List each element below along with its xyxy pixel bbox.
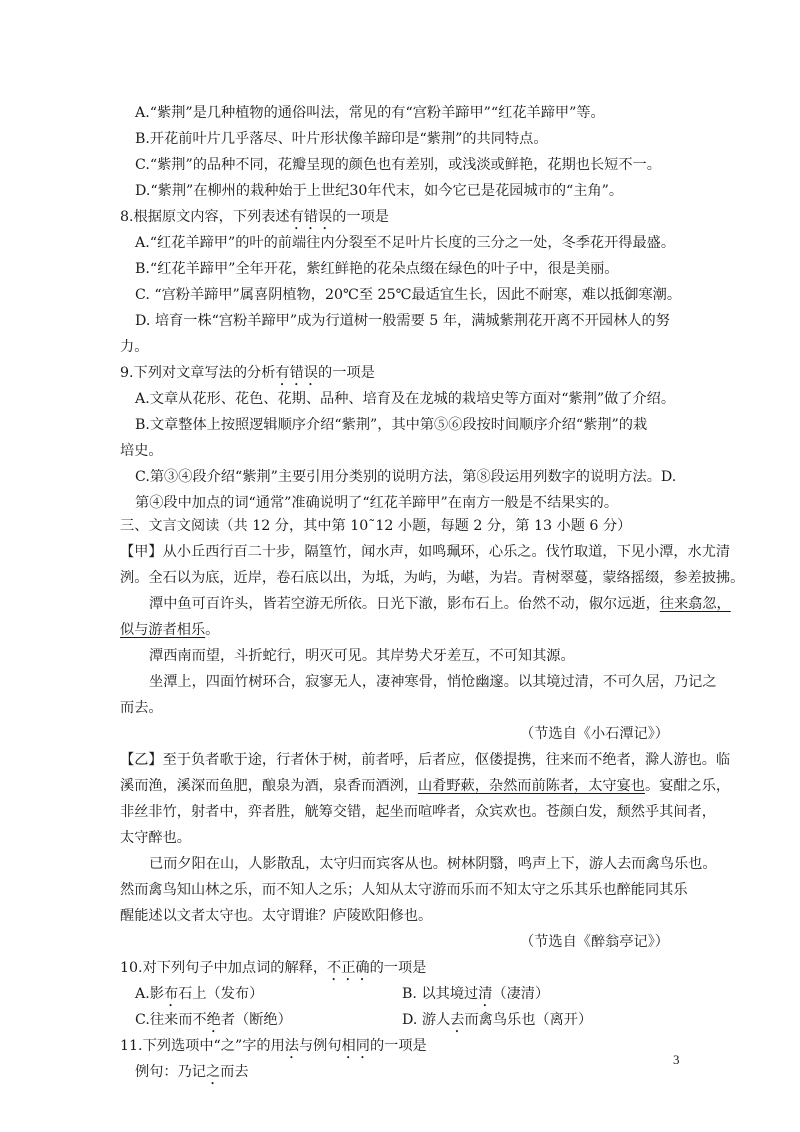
q9-stem-text: 9.下列对文章写法的分析 [120,365,276,381]
q8-option-a: A.“红花羊蹄甲”的叶的前端往内分裂至不足叶片长度的三分之一处，冬季花开得最盛。 [135,235,676,251]
q9-stem [120,363,375,389]
q11-example [135,1062,249,1088]
q9-stem-text-end: 的一项是 [318,365,375,381]
q11-stem-emphasis: 相同 [341,1038,370,1054]
q8-option-d: D. 培育一株“宫粉羊蹄甲”成为行道树一般需要 5 年，满城紫荆花开离不开园林人的努 [135,313,670,329]
q9-option-c: C.第③④段介绍“紫荆”主要引用分类别的说明方法，第⑧段运用列数字的说明方法。D. [135,469,677,485]
q8-option-b: B.“红花羊蹄甲”全年开花，紫红鲜艳的花朵点缀在绿色的叶子中，很是美丽。 [135,261,619,277]
q11-stem-emphasis: 法 [284,1038,299,1054]
q11-stem-text: 与例句 [298,1038,342,1054]
q11-example-emphasis: 之 [205,1064,221,1080]
passage-jia-text: 。 [205,622,220,638]
passage-yi-text: 溪而渔，溪深而鱼肥，酿泉为酒，泉香而酒洌， [120,778,418,794]
q7-option-c: C.“紫荆”的品种不同，花瓣呈现的颜色也有差别，或浅淡或鲜艳，花期也长短不一。 [135,157,661,173]
passage-yi-line: 非丝非竹，射者中，弈者胜，觥筹交错，起坐而喧哗者，众宾欢也。苍颜白发，颓然乎其间者， [120,804,716,820]
q10-option-a [135,984,263,1010]
q10-option-text: A.影 [135,986,164,1002]
q10-stem-emphasis: 不正确 [327,960,370,976]
q10-stem-text: 10.对下列句子中加点词的解释， [120,960,328,976]
q10-option-c [135,1010,292,1036]
q10-option-d [402,1010,592,1036]
q9-option-a: A.文章从花形、花色、花期、品种、培育及在龙城的栽培史等方面对“紫荆”做了介绍。 [135,391,676,407]
passage-yi-line: 已而夕阳在山，人影散乱，太守归而宾客从也。树林阴翳，鸣声上下，游人去而禽鸟乐也。 [149,856,717,872]
q10-option-emphasis: 清 [478,986,493,1002]
q8-option-c: C. “宫粉羊蹄甲”属喜阴植物，20℃至 25℃最适宜生长，因此不耐寒，难以抵御寒潮。 [135,287,682,303]
passage-jia-line [120,620,219,640]
q10-option-text: （凄清） [492,986,550,1002]
q10-option-emphasis: 绝 [206,1012,221,1028]
q9-option-b-cont: 培史。 [120,443,163,459]
passage-yi-text: 。宴酣之乐， [644,778,731,794]
q9-option-b: B.文章整体上按照逻辑顺序介绍“紫荆”，其中第⑤⑥段按时间顺序介绍“紫荆”的栽 [135,417,648,433]
q7-option-b: B.开花前叶片几乎落尽、叶片形状像羊蹄印是“紫荆”的共同特点。 [135,131,548,147]
q7-option-a: A.“紫荆”是几种植物的通俗叫法，常见的有“宫粉羊蹄甲”“红花羊蹄甲”等。 [135,105,605,121]
passage-jia-line: 洌。全石以为底，近岸，卷石底以出，为坻，为屿，为嵁，为岩。青树翠蔓，蒙络摇缀，参差披拂。 [120,570,745,586]
passage-jia-line: 而去。 [120,700,163,716]
q10-option-b [402,984,549,1010]
q10-option-text: 者（断绝） [220,1012,292,1028]
q10-stem [120,958,426,984]
q10-option-text: 而禽鸟乐也（离开） [464,1012,593,1028]
q8-stem-emphasis: 有错误 [289,209,333,225]
passage-yi-underlined: 山肴野蔌，杂然而前陈者，太守宴也 [417,778,645,794]
passage-jia-underlined: 似与游者相乐 [120,622,206,638]
q10-option-text: B. 以其境过 [402,986,479,1002]
page-number: 3 [673,1052,680,1067]
section-3-heading: 三、文言文阅读（共 12 分，其中第 10˜12 小题，每题 2 分，第 13 小题 6 分） [120,518,632,534]
q11-stem [120,1036,427,1062]
passage-yi-line: 然而禽鸟知山林之乐，而不知人之乐；人知从太守游而乐而不知太守之乐其乐也醉能同其乐 [120,882,688,898]
passage-jia-line: 潭西南而望，斗折蛇行，明灭可见。其岸势犬牙差互，不可知其源。 [149,648,575,664]
q10-stem-text-end: 的一项是 [369,960,427,976]
passage-jia-source: （节选自《小石潭记》） [520,726,669,742]
passage-yi-line: 醒能述以文者太守也。太守谓谁？庐陵欧阳修也。 [120,908,433,924]
q7-option-d: D.“紫荆”在柳州的栽种始于上世纪30年代末，如今它已是花园城市的“主角”。 [135,183,624,199]
q10-option-text: C.往来而不 [135,1012,207,1028]
passage-jia-underlined: 往来翕忽， [659,596,731,612]
q11-example-text: 而去 [220,1064,249,1080]
q10-option-text: 石上（发布） [178,986,264,1002]
q10-option-emphasis: 布 [163,986,179,1002]
passage-jia-line [149,594,731,614]
q8-stem [120,207,389,233]
passage-jia-line: 坐潭上，四面竹树环合，寂寥无人，凄神寒骨，悄怆幽邃。以其境过清，不可久居，乃记之 [149,674,717,690]
q11-example-text: 例句：乃记 [135,1064,206,1080]
q11-stem-text: 11.下列选项中“之”字的用 [120,1038,285,1054]
q10-option-emphasis: 去 [450,1012,465,1028]
q8-stem-text: 8.根据原文内容，下列表述 [120,209,290,225]
passage-yi-line: 太守醉也。 [120,830,191,846]
passage-yi-source: （节选自《醉翁亭记》） [520,934,669,950]
q10-option-text: D. 游人 [402,1012,451,1028]
q9-option-d: 第④段中加点的词“通常”准确说明了“红花羊蹄甲”在南方一般是不结果实的。 [135,495,619,511]
q8-option-d-cont: 力。 [120,339,149,355]
passage-jia-line: 【甲】从小丘西行百二十步，隔篁竹，闻水声，如鸣珮环，心乐之。伐竹取道，下见小潭，水尤清 [120,544,731,560]
passage-yi-line [120,776,730,796]
passage-yi-line: 【乙】至于负者歌于途，行者休于树，前者呼，后者应，伛偻提携，往来而不绝者，滁人游也。临 [120,752,731,768]
passage-jia-text: 潭中鱼可百许头，皆若空游无所依。日光下澈，影布石上。佁然不动，俶尔远逝， [149,596,660,612]
q11-stem-text-end: 的一项是 [369,1038,427,1054]
q9-stem-emphasis: 有错误 [275,365,318,381]
q8-stem-text-end: 的一项是 [332,209,389,225]
